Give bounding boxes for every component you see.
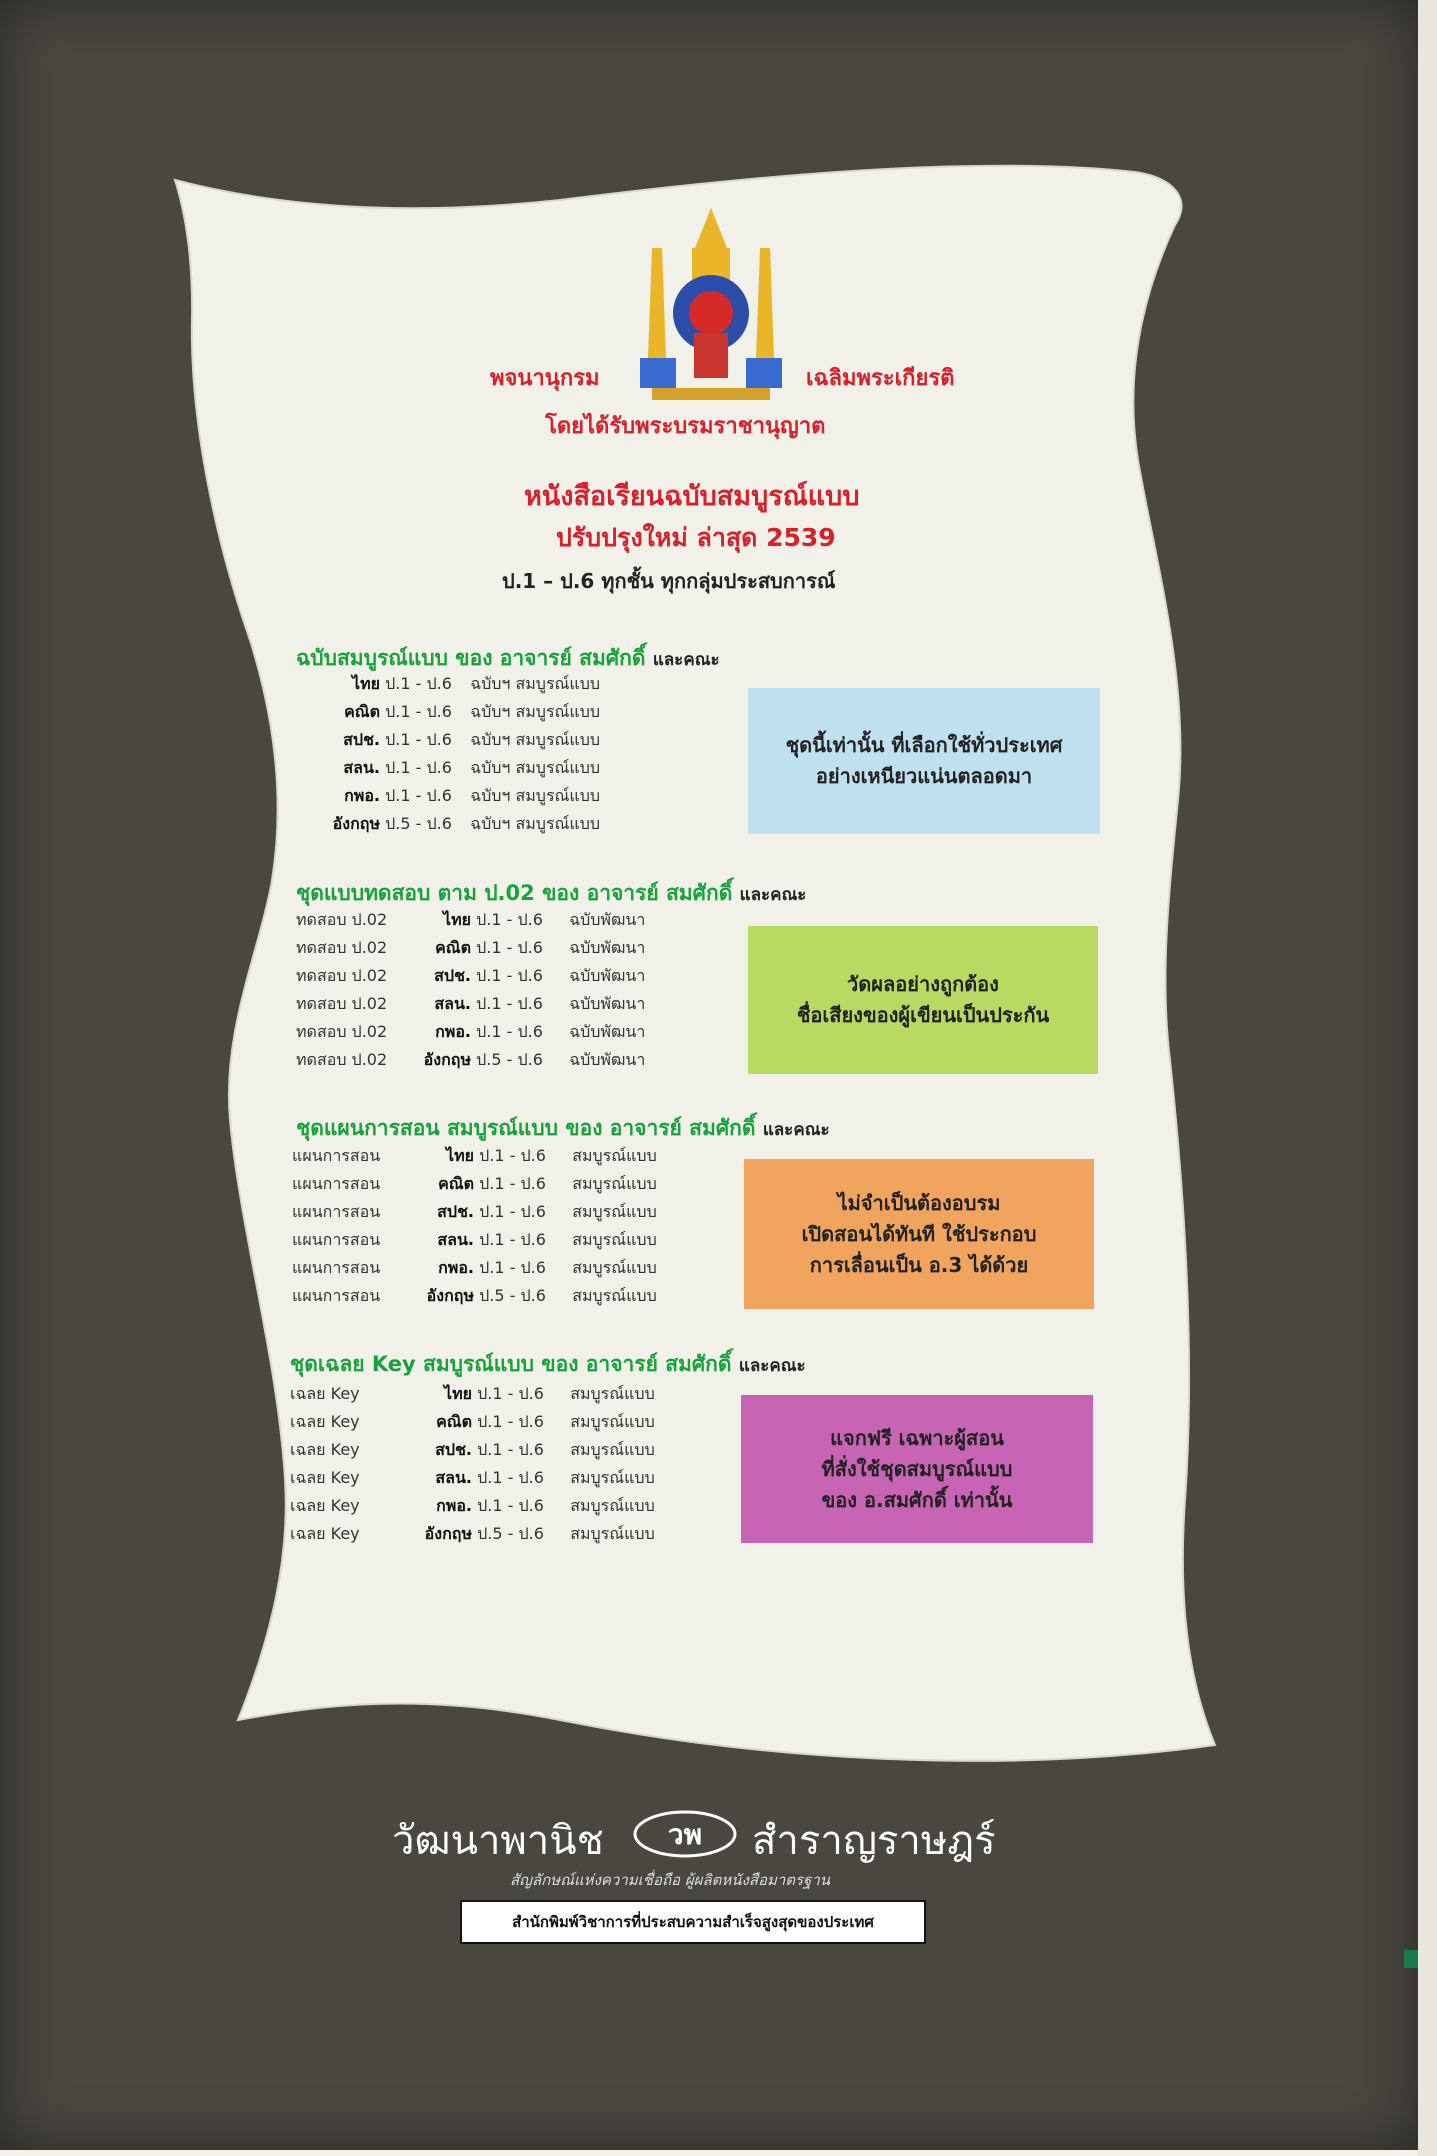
- publisher-banner: สำนักพิมพ์วิชาการที่ประสบความสำเร็จสูงสุดของประเทศ: [460, 1900, 926, 1944]
- spine-marker: [1404, 1950, 1418, 1968]
- page-title: หนังสือเรียนฉบับสมบูรณ์แบบ: [524, 481, 860, 512]
- section-title: ชุดเฉลย Key สมบูรณ์แบบ ของ อาจารย์ สมศักดิ์ และคณะ: [290, 1352, 806, 1376]
- section-title: ฉบับสมบูรณ์แบบ ของ อาจารย์ สมศักดิ์ และคณะ: [296, 646, 720, 670]
- list-item: เฉลย Key สปช. ป.1 - ป.6 สมบูรณ์แบบ: [290, 1440, 655, 1459]
- header-right-label: เฉลิมพระเกียรติ: [806, 366, 955, 391]
- list-item: แผนการสอน สลน. ป.1 - ป.6 สมบูรณ์แบบ: [292, 1230, 657, 1249]
- list-item: ทดสอบ ป.02 ไทย ป.1 - ป.6 ฉบับพัฒนา: [296, 910, 646, 929]
- list-item: สลน. ป.1 - ป.6 ฉบับฯ สมบูรณ์แบบ: [343, 758, 600, 777]
- publisher-tagline: สัญลักษณ์แห่งความเชื่อถือ ผู้ผลิตหนังสือมาตรฐาน: [510, 1871, 831, 1889]
- callout-box: ไม่จำเป็นต้องอบรม เปิดสอนได้ทันที ใช้ประกอบ การเลื่อนเป็น อ.3 ได้ด้วย: [744, 1159, 1094, 1309]
- royal-emblem-icon: [632, 208, 790, 408]
- list-item: แผนการสอน อังกฤษ ป.5 - ป.6 สมบูรณ์แบบ: [292, 1286, 657, 1305]
- callout-box: วัดผลอย่างถูกต้อง ชื่อเสียงของผู้เขียนเป็นประกัน: [748, 926, 1098, 1074]
- list-item: อังกฤษ ป.5 - ป.6 ฉบับฯ สมบูรณ์แบบ: [332, 814, 600, 833]
- list-item: ทดสอบ ป.02 กพอ. ป.1 - ป.6 ฉบับพัฒนา: [296, 1022, 646, 1041]
- list-item: ทดสอบ ป.02 คณิต ป.1 - ป.6 ฉบับพัฒนา: [296, 938, 646, 957]
- list-item: แผนการสอน ไทย ป.1 - ป.6 สมบูรณ์แบบ: [292, 1146, 657, 1165]
- publisher-name-right: สำราญราษฎร์: [752, 1818, 996, 1864]
- list-item: แผนการสอน กพอ. ป.1 - ป.6 สมบูรณ์แบบ: [292, 1258, 657, 1277]
- list-item: เฉลย Key สลน. ป.1 - ป.6 สมบูรณ์แบบ: [290, 1468, 655, 1487]
- list-item: เฉลย Key กพอ. ป.1 - ป.6 สมบูรณ์แบบ: [290, 1496, 655, 1515]
- section-title: ชุดแบบทดสอบ ตาม ป.02 ของ อาจารย์ สมศักดิ์ และคณะ: [296, 881, 807, 905]
- header-permission: โดยได้รับพระบรมราชานุญาต: [545, 414, 826, 439]
- callout-box: แจกฟรี เฉพาะผู้สอน ที่สั่งใช้ชุดสมบูรณ์แบบ ของ อ.สมศักดิ์ เท่านั้น: [741, 1395, 1093, 1543]
- publisher-logo-icon: [632, 1808, 738, 1860]
- list-item: แผนการสอน สปช. ป.1 - ป.6 สมบูรณ์แบบ: [292, 1202, 657, 1221]
- list-item: เฉลย Key อังกฤษ ป.5 - ป.6 สมบูรณ์แบบ: [290, 1524, 655, 1543]
- list-item: ทดสอบ ป.02 สปช. ป.1 - ป.6 ฉบับพัฒนา: [296, 966, 646, 985]
- page-subtitle: ปรับปรุงใหม่ ล่าสุด 2539: [556, 523, 836, 552]
- page-edge: [1418, 0, 1437, 2156]
- list-item: แผนการสอน คณิต ป.1 - ป.6 สมบูรณ์แบบ: [292, 1174, 657, 1193]
- list-item: ไทย ป.1 - ป.6 ฉบับฯ สมบูรณ์แบบ: [352, 674, 600, 693]
- list-item: กพอ. ป.1 - ป.6 ฉบับฯ สมบูรณ์แบบ: [344, 786, 600, 805]
- list-item: ทดสอบ ป.02 สลน. ป.1 - ป.6 ฉบับพัฒนา: [296, 994, 646, 1013]
- list-item: เฉลย Key ไทย ป.1 - ป.6 สมบูรณ์แบบ: [290, 1384, 655, 1403]
- list-item: สปช. ป.1 - ป.6 ฉบับฯ สมบูรณ์แบบ: [343, 730, 600, 749]
- section-title: ชุดแผนการสอน สมบูรณ์แบบ ของ อาจารย์ สมศักดิ์ และคณะ: [296, 1116, 830, 1140]
- svg-text:วพ: วพ: [667, 1818, 703, 1851]
- publisher-name-left: วัฒนาพานิช: [392, 1818, 604, 1864]
- page-grades: ป.1 – ป.6 ทุกชั้น ทุกกลุ่มประสบการณ์: [502, 569, 836, 593]
- list-item: ทดสอบ ป.02 อังกฤษ ป.5 - ป.6 ฉบับพัฒนา: [296, 1050, 646, 1069]
- callout-box: ชุดนี้เท่านั้น ที่เลือกใช้ทั่วประเทศ อย่างเหนียวแน่นตลอดมา: [748, 688, 1100, 834]
- list-item: เฉลย Key คณิต ป.1 - ป.6 สมบูรณ์แบบ: [290, 1412, 655, 1431]
- header-left-label: พจนานุกรม: [490, 366, 600, 391]
- list-item: คณิต ป.1 - ป.6 ฉบับฯ สมบูรณ์แบบ: [344, 702, 600, 721]
